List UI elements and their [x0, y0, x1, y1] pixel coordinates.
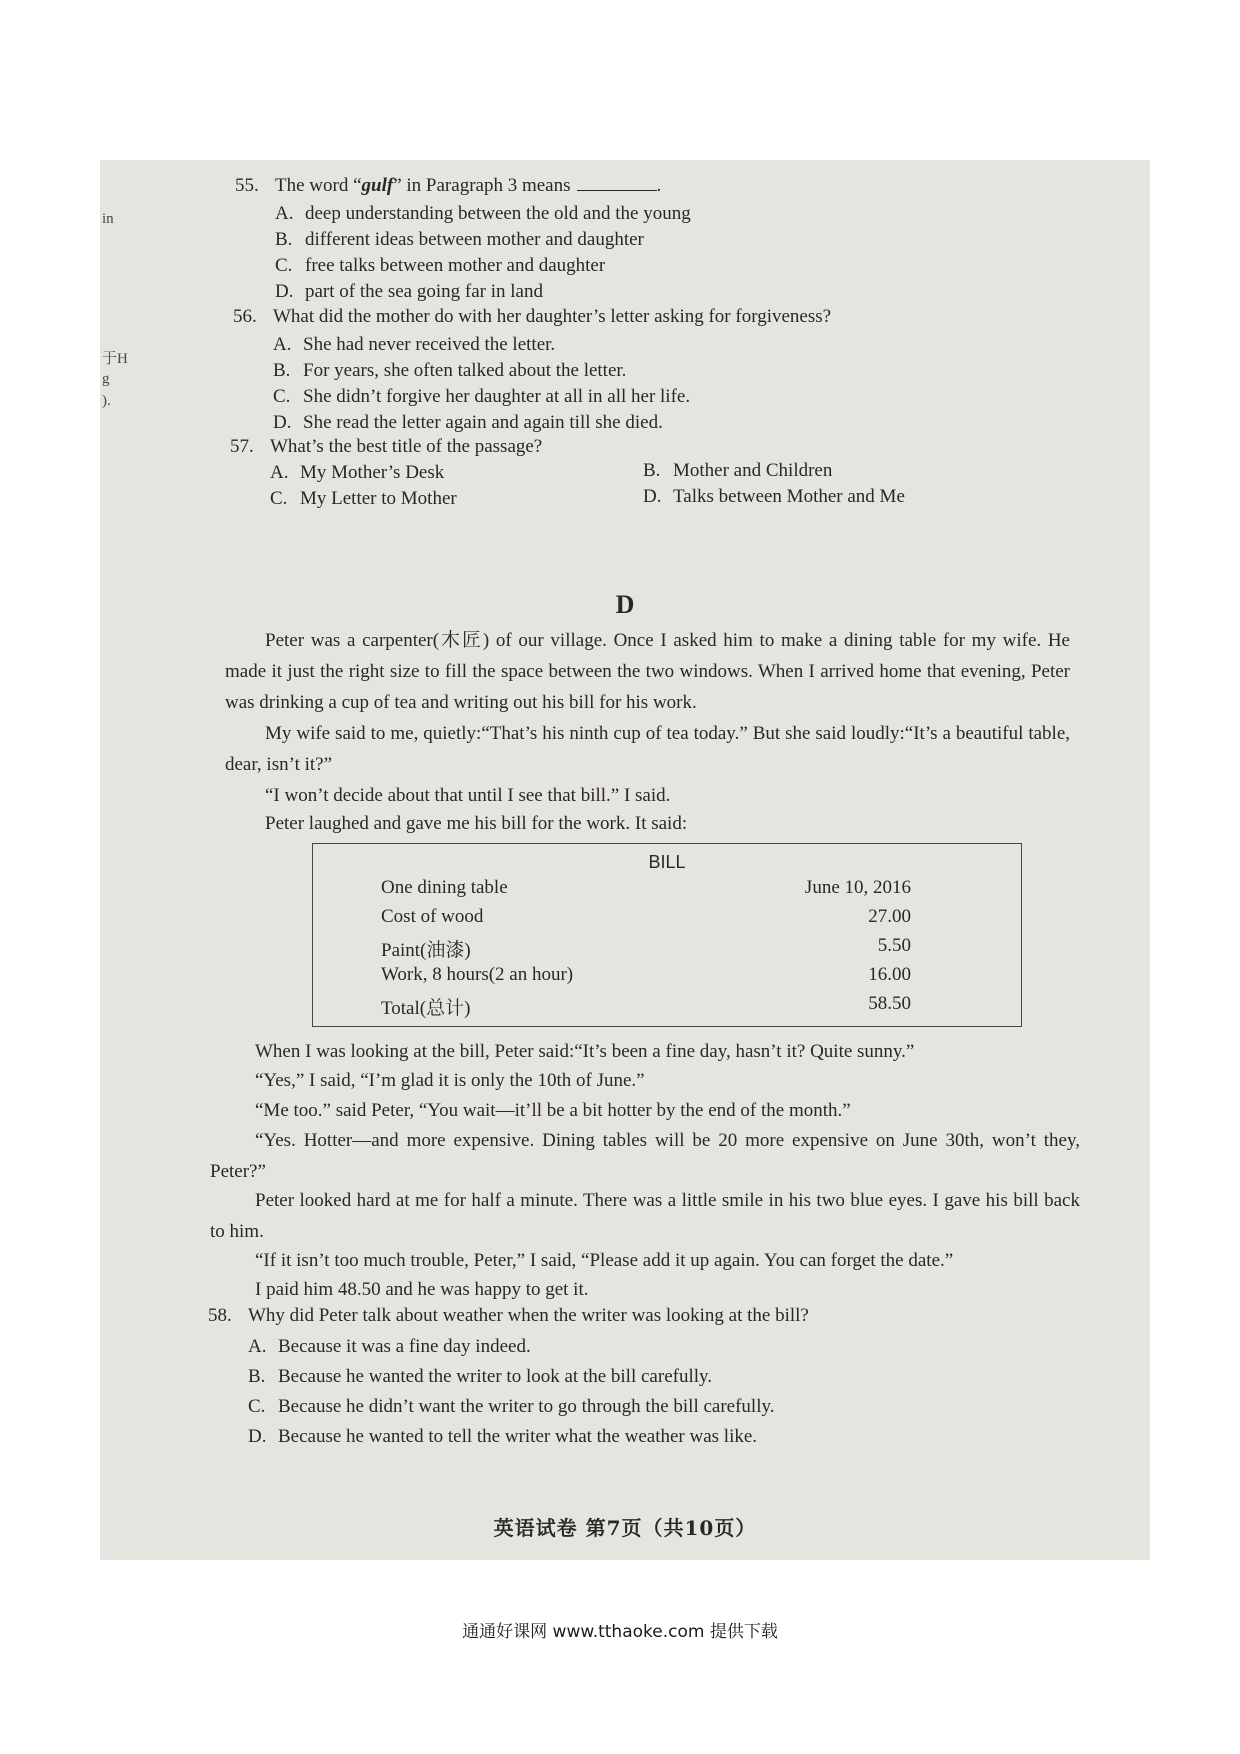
- bill-amount: June 10, 2016: [804, 877, 911, 898]
- question-number: 58.: [208, 1305, 232, 1326]
- option-letter: B.: [273, 360, 291, 381]
- option-d: [248, 1426, 757, 1448]
- question-number: 55.: [235, 175, 259, 196]
- option-text: different ideas between mother and daughter: [305, 229, 644, 250]
- question-58: [208, 1305, 809, 1327]
- option-letter: B.: [643, 460, 661, 481]
- bill-item: Cost of wood: [381, 906, 484, 927]
- section-heading: D: [615, 590, 635, 619]
- option-text: Talks between Mother and Me: [673, 486, 905, 507]
- option-c: [275, 255, 605, 277]
- option-text: Because he wanted to tell the writer what the weather was like.: [278, 1426, 758, 1447]
- option-text: Because he wanted the writer to look at the bill carefully.: [278, 1366, 713, 1387]
- option-text: part of the sea going far in land: [305, 281, 543, 302]
- option-a: [273, 334, 555, 356]
- question-stem-part: .: [656, 175, 662, 196]
- option-letter: D.: [275, 281, 294, 302]
- option-c: [270, 488, 457, 510]
- bill-table: [312, 843, 1022, 1027]
- option-c: [248, 1396, 775, 1418]
- option-text: Because it was a fine day indeed.: [278, 1336, 531, 1357]
- option-text: My Mother’s Desk: [300, 462, 445, 483]
- option-letter: A.: [275, 203, 294, 224]
- bill-item: Work, 8 hours(2 an hour): [381, 964, 574, 985]
- bill-row: [313, 993, 1021, 1023]
- option-d: [273, 412, 663, 434]
- question-stem: What did the mother do with her daughter’s letter asking for forgiveness?: [273, 306, 832, 327]
- option-letter: C.: [275, 255, 293, 276]
- option-letter: A.: [273, 334, 292, 355]
- bill-amount: 5.50: [877, 935, 911, 956]
- download-credit: 通通好课网 www.tthaoke.com 提供下载: [462, 1622, 778, 1642]
- option-text: For years, she often talked about the letter.: [303, 360, 627, 381]
- passage-paragraph: “Yes,” I said, “I’m glad it is only the 10th of June.”: [255, 1070, 645, 1091]
- option-text: Because he didn’t want the writer to go through the bill carefully.: [278, 1396, 775, 1417]
- bill-amount: 27.00: [868, 906, 911, 927]
- option-letter: C.: [270, 488, 288, 509]
- bill-row: [313, 906, 1021, 936]
- option-text: deep understanding between the old and the young: [305, 203, 691, 224]
- passage-paragraph: Peter laughed and gave me his bill for the work. It said:: [265, 813, 688, 834]
- option-text: free talks between mother and daughter: [305, 255, 606, 276]
- option-letter: C.: [273, 386, 291, 407]
- option-text: My Letter to Mother: [300, 488, 457, 509]
- question-stem-part: The word “: [275, 175, 362, 196]
- passage-paragraph: “If it isn’t too much trouble, Peter,” I said, “Please add it up again. You can forget the date.”: [255, 1250, 954, 1271]
- passage-paragraph: My wife said to me, quietly:“That’s his ninth cup of tea today.” But she said loudly:“It’s a beautiful table, dear, isn’t it?”: [225, 723, 1070, 775]
- option-letter: B.: [275, 229, 293, 250]
- question-number: 57.: [230, 436, 254, 457]
- question-stem: Why did Peter talk about weather when the writer was looking at the bill?: [248, 1305, 809, 1326]
- option-letter: C.: [248, 1396, 266, 1417]
- bill-row: [313, 964, 1021, 994]
- scanned-exam-page: [100, 160, 1150, 1560]
- margin-fragment: 于H: [102, 351, 128, 367]
- page-number-footer: 英语试卷 第7页（共10页）: [493, 1516, 757, 1540]
- option-text: She had never received the letter.: [303, 334, 556, 355]
- passage-paragraph: Peter looked hard at me for half a minute. There was a little smile in his two blue eyes. I gave his bill back to him.: [210, 1190, 1080, 1242]
- bill-row: [313, 935, 1021, 965]
- passage-paragraph: When I was looking at the bill, Peter said:“It’s been a fine day, hasn’t it? Quite sunny.”: [255, 1041, 915, 1062]
- passage-paragraph: Peter was a carpenter(木匠) of our village. Once I asked him to make a dining table for my wife. He made it just the right size to fill the space between the two windows. When I arrived home that evening, Peter was drinking a cup of tea and writing out his bill for his work.: [225, 630, 1070, 713]
- option-b: [643, 460, 832, 482]
- option-a: [270, 462, 444, 484]
- bill-row: [313, 877, 1021, 907]
- option-letter: D.: [248, 1426, 267, 1447]
- bill-item: One dining table: [381, 877, 508, 898]
- exam-content: [100, 160, 1150, 1560]
- answer-blank: [577, 176, 657, 191]
- margin-fragment: ).: [102, 393, 111, 409]
- option-text: Mother and Children: [673, 460, 833, 481]
- option-c: [273, 386, 690, 408]
- margin-fragment: g: [102, 371, 110, 387]
- question-57: [230, 436, 542, 458]
- question-stem: What’s the best title of the passage?: [270, 436, 543, 457]
- bill-item: Total(总计): [381, 998, 471, 1019]
- bill-amount: 58.50: [868, 993, 911, 1014]
- question-stem-part: ” in Paragraph 3 means: [393, 175, 571, 196]
- passage-paragraph: “Me too.” said Peter, “You wait—it’ll be a bit hotter by the end of the month.”: [255, 1100, 851, 1121]
- option-text: She didn’t forgive her daughter at all in all her life.: [303, 386, 691, 407]
- bill-title: BILL: [648, 852, 686, 872]
- bill-item: Paint(油漆): [381, 940, 471, 961]
- option-b: [248, 1366, 712, 1388]
- option-b: [275, 229, 644, 251]
- passage-paragraph: “I won’t decide about that until I see that bill.” I said.: [265, 785, 671, 806]
- margin-fragment: in: [102, 211, 114, 227]
- keyword: gulf: [361, 175, 394, 196]
- passage-paragraph: “Yes. Hotter—and more expensive. Dining tables will be 20 more expensive on June 30th, won’t they, Peter?”: [210, 1130, 1080, 1182]
- question-55: [235, 175, 661, 197]
- option-text: She read the letter again and again till she died.: [303, 412, 663, 433]
- option-letter: A.: [248, 1336, 267, 1357]
- option-d: [275, 281, 543, 303]
- option-letter: D.: [643, 486, 662, 507]
- option-d: [643, 486, 905, 508]
- question-number: 56.: [233, 306, 257, 327]
- option-letter: D.: [273, 412, 292, 433]
- option-b: [273, 360, 626, 382]
- question-56: [233, 306, 831, 328]
- bill-amount: 16.00: [868, 964, 911, 985]
- option-letter: A.: [270, 462, 289, 483]
- option-a: [248, 1336, 531, 1358]
- passage-paragraph: I paid him 48.50 and he was happy to get it.: [255, 1279, 589, 1300]
- option-a: [275, 203, 691, 225]
- option-letter: B.: [248, 1366, 266, 1387]
